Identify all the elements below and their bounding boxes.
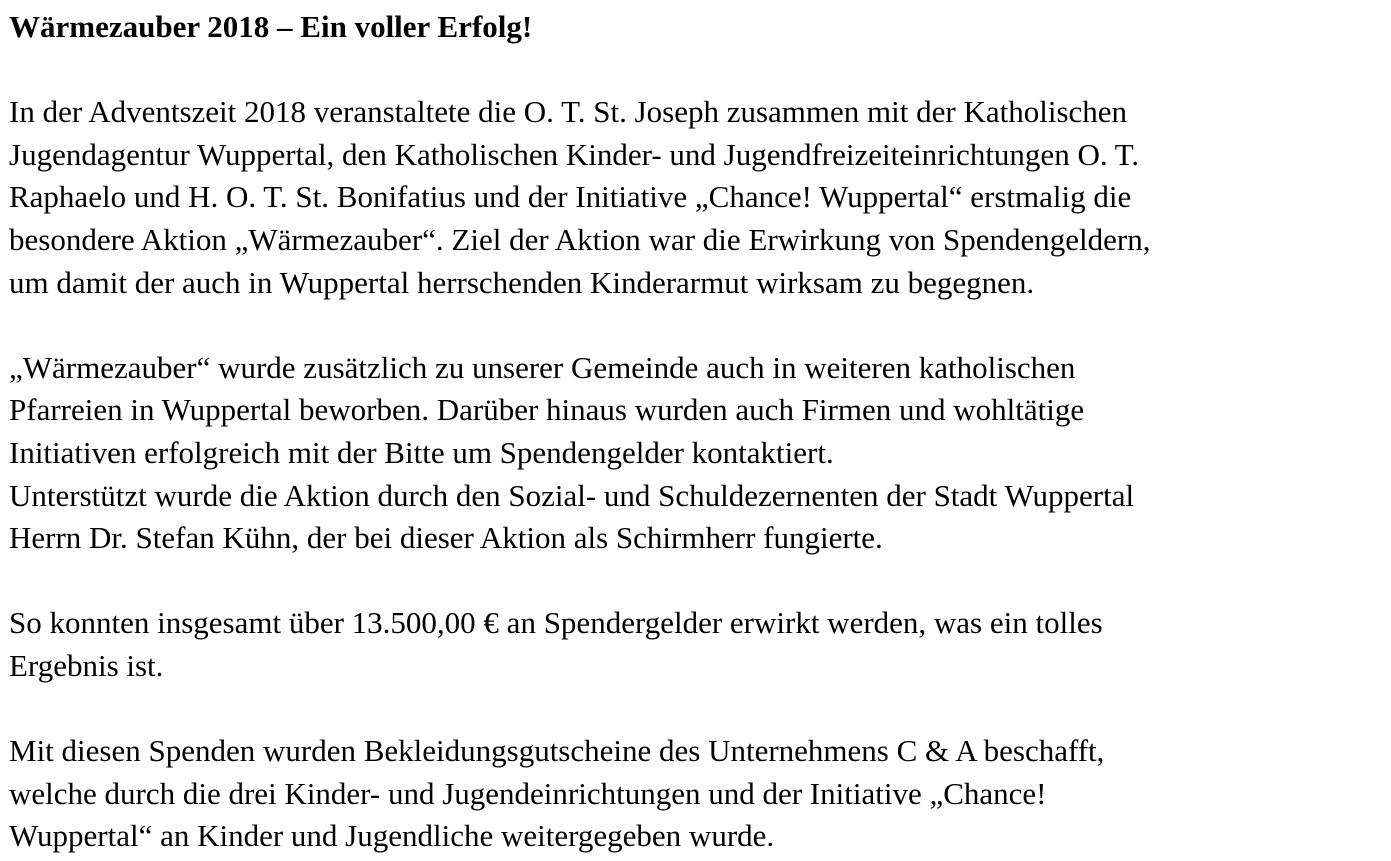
- text-line: besondere Aktion „Wärmezauber“. Ziel der Aktion war die Erwirkung von Spendengeldern,: [9, 221, 1151, 257]
- text-line: Mit diesen Spenden wurden Bekleidungsgutscheine des Unternehmens C & A beschafft,: [9, 733, 1105, 769]
- text-line: Raphaelo und H. O. T. St. Bonifatius und der Initiative „Chance! Wuppertal“ erstmalig die: [9, 179, 1132, 215]
- paragraph-promotion: [9, 347, 1384, 560]
- paragraph-spacer: [9, 560, 1384, 603]
- paragraph-spacer: [9, 304, 1384, 347]
- document-title: Wärmezauber 2018 – Ein voller Erfolg!: [9, 9, 533, 44]
- text-line: welche durch die drei Kinder- und Jugendeinrichtungen und der Initiative „Chance!: [9, 775, 1047, 811]
- paragraph-spacer: [9, 688, 1384, 731]
- text-line: „Wärmezauber“ wurde zusätzlich zu unserer Gemeinde auch in weiteren katholischen: [9, 349, 1076, 385]
- text-line: Pfarreien in Wuppertal beworben. Darüber hinaus wurden auch Firmen und wohltätige: [9, 392, 1085, 428]
- text-line: So konnten insgesamt über 13.500,00 € an Spendergelder erwirkt werden, was ein tolles: [9, 605, 1103, 641]
- text-line: Unterstützt wurde die Aktion durch den Sozial- und Schuldezernenten der Stadt Wuppertal: [9, 477, 1135, 513]
- text-line: Initiativen erfolgreich mit der Bitte um Spendengelder kontaktiert.: [9, 434, 834, 470]
- paragraph-result: [9, 602, 1384, 687]
- paragraph-intro: [9, 91, 1384, 304]
- text-line: Jugendagentur Wuppertal, den Katholischen Kinder- und Jugendfreizeiteinrichtungen O. T.: [9, 136, 1140, 172]
- paragraph-spacer: [9, 49, 1384, 92]
- text-line: um damit der auch in Wuppertal herrschenden Kinderarmut wirksam zu begegnen.: [9, 264, 1035, 300]
- text-line: Wuppertal“ an Kinder und Jugendliche weitergegeben wurde.: [9, 818, 775, 854]
- text-line: In der Adventszeit 2018 veranstaltete die O. T. St. Joseph zusammen mit der Katholischen: [9, 94, 1128, 130]
- paragraph-vouchers: [9, 730, 1384, 858]
- text-line: Ergebnis ist.: [9, 647, 164, 683]
- text-line: Herrn Dr. Stefan Kühn, der bei dieser Aktion als Schirmherr fungierte.: [9, 520, 883, 556]
- document: [9, 0, 1384, 858]
